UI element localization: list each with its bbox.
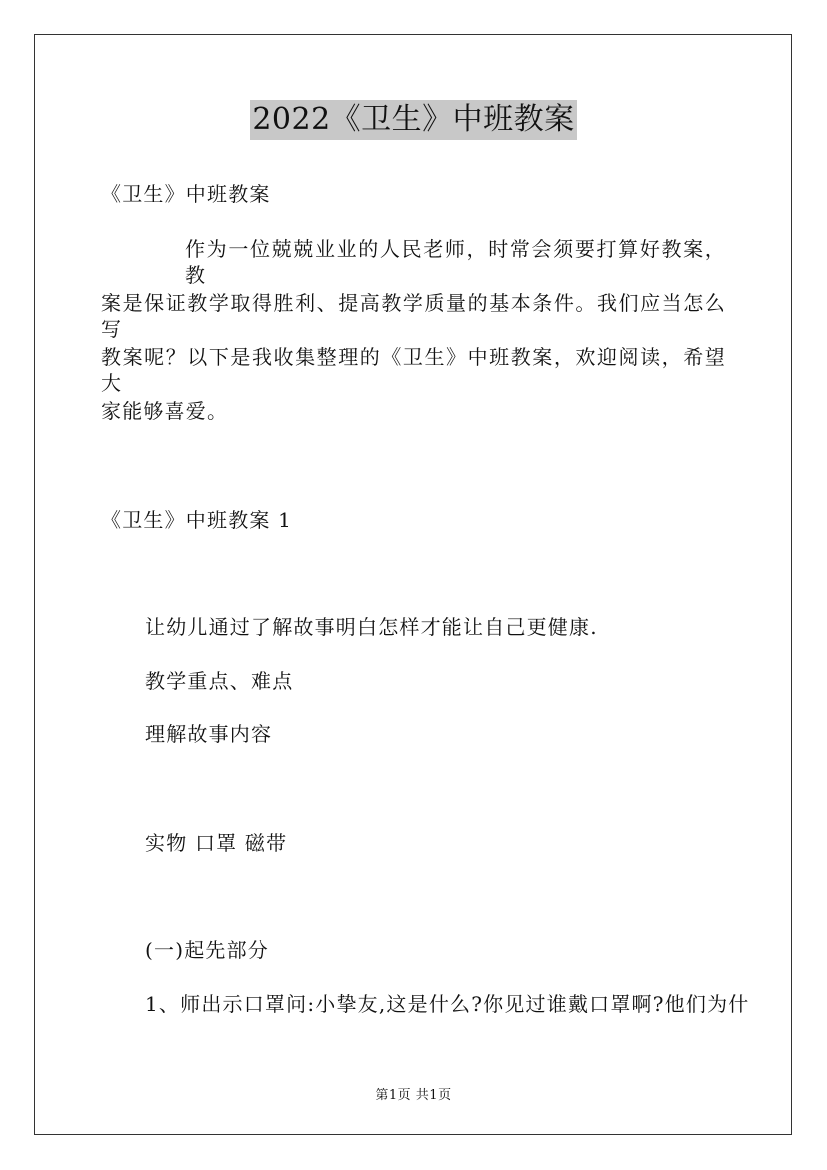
document-title: 2022《卫生》中班教案 bbox=[250, 100, 576, 140]
key-points-text: 理解故事内容 bbox=[145, 722, 273, 746]
materials-text: 实物 口罩 磁带 bbox=[145, 831, 288, 855]
process-step-1: 1、师出示口罩问:小挚友,这是什么?你见过谁戴口罩啊?他们为什 bbox=[145, 992, 750, 1016]
title-container bbox=[0, 100, 827, 140]
section-heading: 《卫生》中班教案 1 bbox=[101, 508, 293, 532]
document-subtitle: 《卫生》中班教案 bbox=[101, 182, 271, 206]
intro-line-2: 案是保证教学取得胜利、提高教学质量的基本条件。我们应当怎么写 bbox=[101, 291, 726, 341]
intro-line-1: 作为一位兢兢业业的人民老师，时常会须要打算好教案，教 bbox=[185, 237, 726, 287]
key-points-heading: 教学重点、难点 bbox=[145, 669, 294, 693]
teaching-goal: 让幼儿通过了解故事明白怎样才能让自己更健康. bbox=[145, 615, 598, 639]
process-heading: (一)起先部分 bbox=[145, 938, 270, 962]
intro-line-4: 家能够喜爱。 bbox=[101, 399, 229, 423]
page-footer: 第1页 共1页 bbox=[375, 1088, 452, 1103]
intro-line-3: 教案呢？以下是我收集整理的《卫生》中班教案，欢迎阅读，希望大 bbox=[101, 345, 726, 395]
